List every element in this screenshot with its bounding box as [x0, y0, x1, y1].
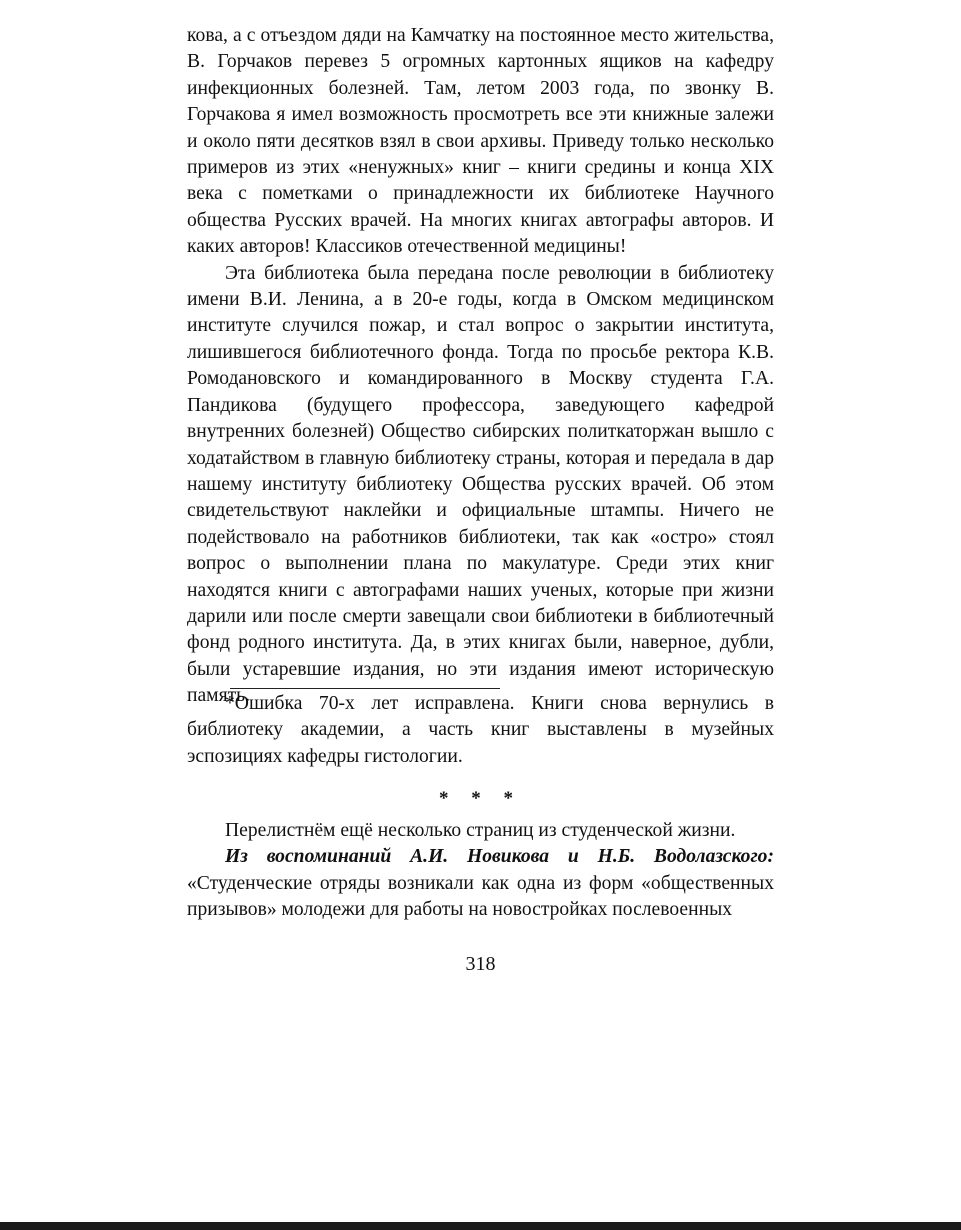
footnote-divider: [230, 688, 500, 689]
paragraph-library-history: Эта библиотека была передана после революции в библиотеку имени В.И. Ленина, а в 20-е годы, когда в Омском медицинском институте случился пожар, и стал вопрос о закрытии института, лишившегося библиотечного фонда. Тогда по просьбе ректора К.В. Ромодановского и командированного в Москву студента Г.А. Пандикова (будущего профессора, заведующего кафедрой внутренних болезней) Общество сибирских политкаторжан вышло с ходатайством в главную библиотеку страны, которая и передала в дар нашему институту библиотеку Общества русских врачей. Об этом свидетельствуют наклейки и официальные штампы. Ничего не подействовало на работников библиотеки, так как «остро» стоял вопрос о выполнении плана по макулатуре. Среди этих книг находятся книги с автографами наших ученых, которые при жизни дарили или после смерти завещали свои библиотеки в библиотечный фонд родного института. Да, в этих книгах были, наверное, дубли, были устаревшие издания, но эти издания имеют историческую память.: [187, 262, 774, 707]
paragraph-memoirs: [187, 844, 774, 923]
section-separator: * * *: [439, 788, 522, 809]
paragraph-student-life: Перелистнём ещё несколько страниц из студенческой жизни.: [225, 820, 736, 841]
paragraph-continuation: кова, а с отъездом дяди на Камчатку на постоянное место жительства, В. Горчаков перевез 5 огромных картонных ящиков на кафедру инфекционных болезней. Там, летом 2003 года, по звонку В. Горчакова я имел возможность просмотреть все эти книжные залежи и около пяти десятков взял в свои архивы. Приведу только несколько примеров из этих «ненужных» книг – книги средины и конца XIX века с пометками о принадлежности их библиотеке Научного общества Русских врачей. На многих книгах автографы авторов. И каких авторов! Классиков отечественной медицины!: [187, 25, 774, 258]
scan-bottom-edge: [0, 1222, 961, 1230]
footnote-text: *Ошибка 70-х лет исправлена. Книги снова вернулись в библиотеку академии, а часть книг выставлены в музейных эспозициях кафедры гистологии.: [187, 693, 774, 767]
page-number: 318: [465, 953, 496, 975]
main-text: [187, 23, 774, 710]
memoir-quote: «Студенческие отряды возникали как одна из форм «общественных призывов» молодежи для работы на новостройках послевоенных: [187, 872, 774, 921]
footnote: [187, 691, 774, 770]
next-section-text: [187, 818, 774, 924]
memoir-source-lead: Из воспоминаний А.И. Новикова и Н.Б. Водолазского:: [225, 846, 774, 868]
